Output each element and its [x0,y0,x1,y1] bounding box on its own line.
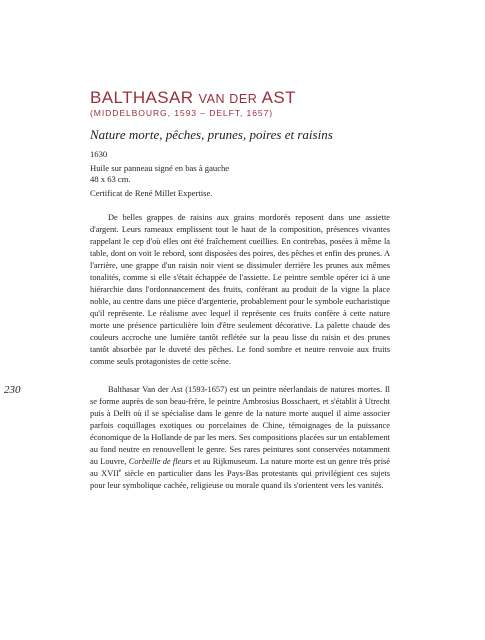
paragraph-2-part-a: Balthasar Van der Ast (1593-1657) est un peintre néerlandais de natures mortes. Il se forme auprès de son beau-frère, le peintre Ambrosius Bosschaert, et s'établit à Utrecht puis à Delft où il se spécialise dans le genre de la nature morte auquel il aime associer parfois coquillages exotiques ou porcelaines de Chine, témoignages de la puissance économique de la Hollande de par les mers. Ses compositions placées sur un entablement au fond neutre en renouvellent le genre. Ses rares peintures sont conservées notamment au Louvre, [90,385,390,466]
century-superscript: e [118,468,122,475]
artwork-reference-italic: Corbeille de fleurs [128,457,192,466]
body-paragraph-1 [90,212,390,368]
artwork-year: 1630 [90,149,108,159]
paragraph-2-text [90,384,390,492]
artist-first-name: BALTHASAR [90,88,194,107]
artist-last-name: AST [261,88,296,107]
artist-origin: (MIDDELBOURG, 1593 – DELFT, 1657) [90,108,274,118]
artist-name [90,89,296,108]
paragraph-2-part-c: siècle en particulier dans les Pays-Bas protestants qui privilégient ces sujets pour leur symbolique cachée, religieuse ou morale quand ils s'orientent vers les vanités. [90,469,390,490]
body-paragraph-2 [90,384,390,492]
paragraph-1-text: De belles grappes de raisins aux grains mordorés reposent dans une assiette d'argent. Leurs rameaux emplissent tout le haut de la composition, présences vivantes rappelant le cep d'où elles ont été fraîchement cueillies. En contrebas, posées à même la table, dont on voit le rebord, sont disposées des poires, des pêches et enfin des prunes. A l'arrière, une grappe d'un raisin noir vient se dissimuler derrière les prunes aux mêmes tonalités, comme si elle s'était échappée de l'assiette. Le peintre semble opérer ici à une hiérarchie dans l'ordonnancement des fruits, conférant au produit de la vigne la place noble, au centre dans une pièce d'argenterie, probablement pour le symbole eucharistique qu'il représente. Le réalisme avec lequel il représente ces fruits confère à cette nature morte une présence particulière loin d'être seulement décorative. La palette chaude des couleurs accroche une lumière tantôt reflétée sur la peau lisse du raisin et des prunes tantôt absorbée par le duveté des pêches. Le fond sombre et neutre renvoie aux fruits comme seuls protagonistes de cette scène. [90,213,390,366]
artwork-medium: Huile sur panneau signé en bas à gauche [90,163,230,173]
certificate-line: Certificat de René Millet Expertise. [90,188,213,198]
artwork-dimensions: 48 x 63 cm. [90,174,131,184]
artist-particle: VAN DER [198,92,258,106]
page-number: 230 [4,384,21,396]
artwork-title: Nature morte, pêches, prunes, poires et raisins [90,127,333,142]
paragraph-2-part-b: et au Rijkmuseum. La nature morte est un genre très prisé au XVII [90,457,390,478]
